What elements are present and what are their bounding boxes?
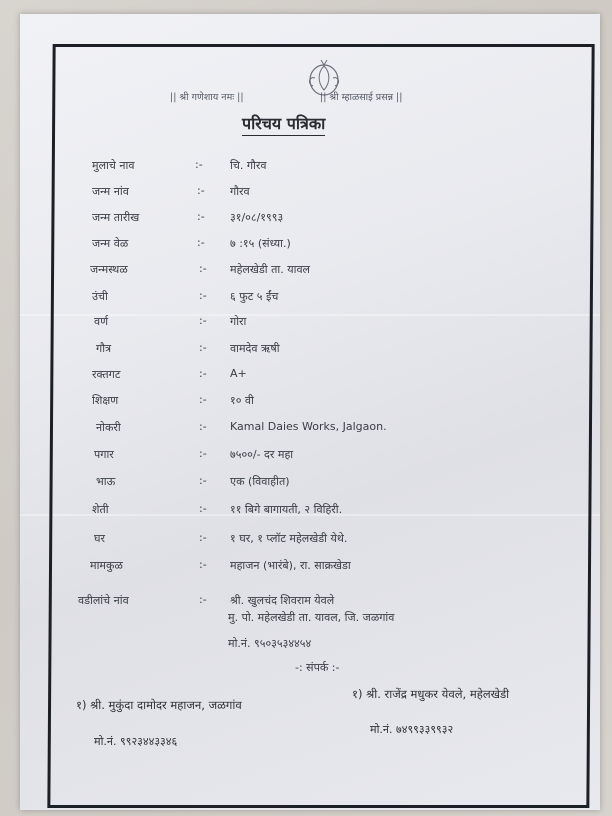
field-label: मुलाचे नाव (92, 159, 135, 172)
field-label: भाऊ (96, 475, 116, 488)
field-label: शिक्षण (92, 394, 119, 407)
contact-left-phone: मो.नं. ९९२३४४३३४६ (94, 735, 178, 748)
field-separator: :- (199, 593, 207, 606)
contact-right-name: १) श्री. राजेंद्र मधुकर येवले, महेलखेडी (352, 687, 510, 701)
field-label: घर (94, 532, 105, 545)
field-separator: :- (199, 262, 207, 275)
field-value: ११ बिगे बागायती, २ विहिरी. (230, 503, 343, 516)
contact-left-name: १) श्री. मुकुंदा दामोदर महाजन, जळगांव (76, 698, 242, 712)
field-separator: :- (195, 158, 203, 171)
field-value: १० वी (230, 394, 254, 407)
field-value: ७ :१५ (संध्या.) (230, 237, 291, 250)
field-separator: :- (197, 184, 205, 197)
field-label: गौत्र (96, 342, 112, 355)
field-separator: :- (199, 393, 207, 406)
field-label: पगार (94, 448, 114, 461)
field-separator: :- (197, 236, 205, 249)
field-label: मामकुळ (90, 559, 123, 572)
field-value: ७५००/- दर महा (230, 448, 294, 461)
field-label: जन्म नांव (92, 185, 129, 198)
field-value: ३१/०८/१९९३ (230, 211, 284, 224)
field-label: उंची (92, 290, 108, 303)
field-value: A+ (230, 367, 247, 380)
father-address: मु. पो. महेलखेडी ता. यावल, जि. जळगांव (228, 611, 395, 624)
field-value: एक (विवाहीत) (230, 475, 290, 488)
father-phone: मो.नं. ९५०३५३४४५४ (228, 637, 312, 650)
field-separator: :- (199, 420, 207, 433)
invocation-right: || श्री म्हाळसाई प्रसन्न || (320, 92, 403, 103)
field-label: जन्मस्थळ (90, 263, 128, 276)
field-separator: :- (199, 314, 207, 327)
field-separator: :- (199, 474, 207, 487)
field-label: शेती (92, 503, 109, 516)
field-value: गोरा (230, 315, 247, 328)
field-label: नोकरी (96, 421, 121, 434)
field-label: वडीलांचे नांव (78, 594, 129, 607)
field-separator: :- (199, 367, 207, 380)
field-separator: :- (199, 341, 207, 354)
field-value: महाजन (भारंबे), रा. साक्रखेडा (230, 559, 351, 572)
field-value: गौरव (230, 185, 250, 198)
field-separator: :- (199, 289, 207, 302)
field-separator: :- (199, 447, 207, 460)
field-label: वर्ण (94, 315, 109, 328)
field-label: जन्म तारीख (92, 211, 140, 224)
field-separator: :- (199, 558, 207, 571)
field-value: महेलखेडी ता. यावल (230, 263, 311, 276)
field-value: चि. गौरव (230, 159, 267, 172)
field-label: जन्म वेळ (92, 237, 129, 250)
field-separator: :- (197, 210, 205, 223)
contact-heading: -: संपर्क :- (295, 661, 340, 674)
field-value: Kamal Daies Works, Jalgaon. (230, 420, 387, 433)
field-value: वामदेव ऋषी (230, 342, 280, 355)
field-separator: :- (199, 531, 207, 544)
field-value: श्री. खुलचंद शिवराम येवले (230, 594, 335, 607)
invocation-left: || श्री गणेशाय नमः || (170, 92, 244, 103)
field-value: १ घर, १ प्लॉट महेलखेडी येथे. (230, 532, 348, 545)
field-label: रक्तगट (92, 368, 121, 381)
contact-right-phone: मो.नं. ७४९९३३९९३२ (370, 723, 454, 736)
field-value: ६ फुट ५ ईंच (230, 290, 279, 303)
page-title: परिचय पत्रिका (242, 112, 325, 136)
field-separator: :- (199, 502, 207, 515)
